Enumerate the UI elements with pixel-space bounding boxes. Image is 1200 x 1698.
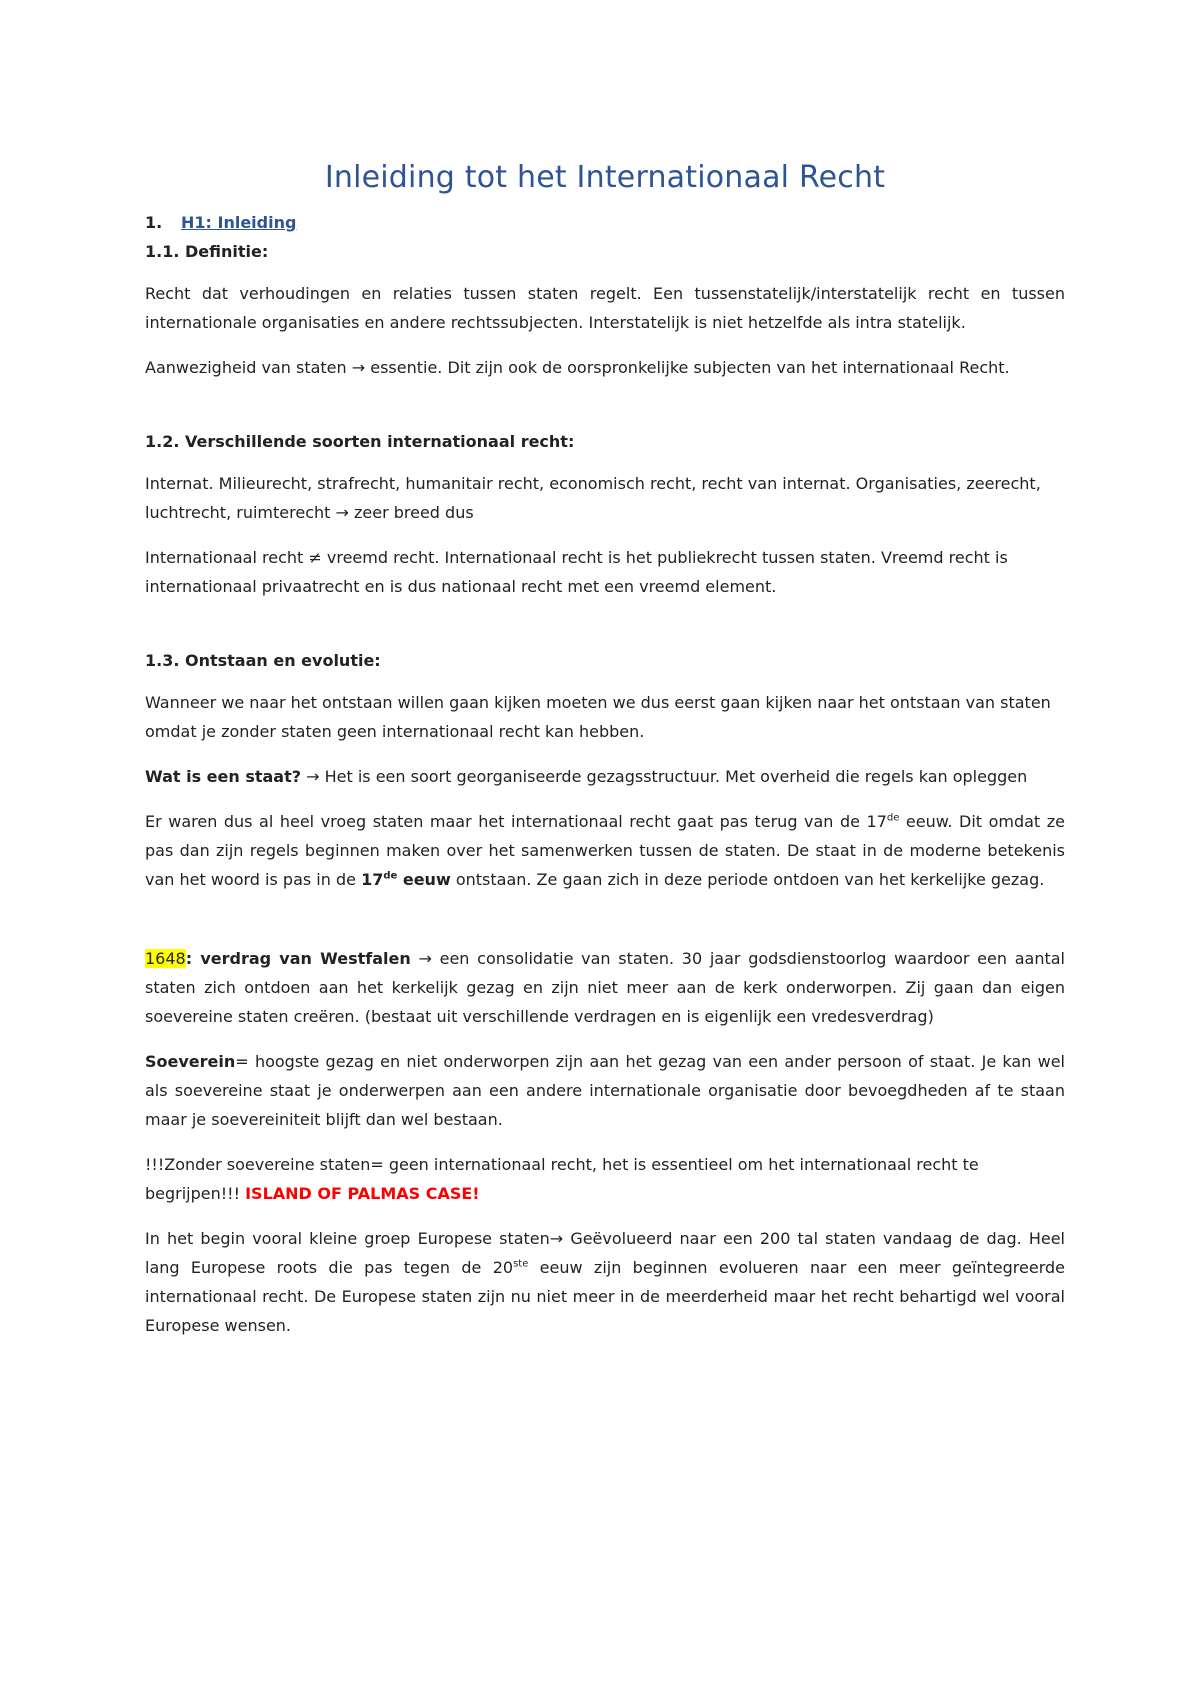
- text-run: !!!Zonder soevereine staten= geen internationaal recht, het is essentieel om het internationaal recht te begrijpen!!!: [145, 1155, 979, 1203]
- answer-text: → Het is een soort georganiseerde gezagsstructuur. Met overheid die regels kan opleggen: [301, 767, 1028, 786]
- bold-number: 17: [361, 870, 384, 889]
- paragraph-17de-eeuw: [145, 807, 1065, 894]
- chapter-heading: [145, 213, 1065, 232]
- text-run: eeuw zijn beginnen evolueren naar een meer geïntegreerde internationaal recht. De Europese staten zijn nu niet meer in de meerderheid maar het recht behartigd wel vooral Europese wensen.: [145, 1258, 1066, 1335]
- paragraph-palmas: [145, 1150, 1065, 1208]
- section-heading-definitie: 1.1. Definitie:: [145, 242, 269, 261]
- paragraph-westfalen: [145, 944, 1065, 1031]
- superscript: de: [383, 870, 398, 882]
- superscript: de: [886, 812, 900, 824]
- chapter-link[interactable]: H1: Inleiding: [181, 213, 297, 232]
- paragraph-definitie-1: Recht dat verhoudingen en relaties tussen staten regelt. Een tussenstatelijk/interstatelijk recht en tussen internationale organisaties en andere rechtssubjecten. Interstatelijk is niet hetzelfde als intra statelijk.: [145, 284, 1065, 332]
- text-run: → een consolidatie van staten. 30 jaar godsdienstoorlog waardoor een aantal staten zich ontdoen aan het kerkelijk gezag en zijn niet meer aan de kerk onderworpen. Zij gaan dan eigen soevereine staten creëren. (bestaat uit verschillende verdragen en is eigenlijk een vredesverdrag): [145, 949, 1066, 1026]
- spacer: [145, 910, 1065, 944]
- section-heading-ontstaan: 1.3. Ontstaan en evolutie:: [145, 651, 381, 670]
- paragraph-soeverein: [145, 1047, 1065, 1134]
- bold-term: Soeverein: [145, 1052, 236, 1071]
- document-body: [145, 160, 1065, 1356]
- red-emphasis: ISLAND OF PALMAS CASE!: [245, 1184, 480, 1203]
- spacer: [145, 398, 1065, 432]
- bold-run: [361, 870, 451, 889]
- text-run: eeuw. Dit omdat ze pas dan zijn regels beginnen maken over het samenwerken tussen de staten. De staat in de moderne betekenis van het woord is pas in de: [145, 812, 1065, 889]
- superscript: ste: [513, 1258, 529, 1270]
- paragraph-soorten-1: Internat. Milieurecht, strafrecht, humanitair recht, economisch recht, recht van internat. Organisaties, zeerecht, luchtrecht, ruimterecht → zeer breed dus: [145, 474, 1041, 522]
- text-run: Er waren dus al heel vroeg staten maar het internationaal recht gaat pas terug van de 17: [145, 812, 887, 831]
- paragraph-soorten-2: Internationaal recht ≠ vreemd recht. Internationaal recht is het publiekrecht tussen staten. Vreemd recht is internationaal privaatrecht en is dus nationaal recht met een vreemd element.: [145, 548, 1008, 596]
- section-heading-soorten: 1.2. Verschillende soorten internationaal recht:: [145, 432, 575, 451]
- chapter-number: 1.: [145, 213, 163, 232]
- paragraph-europese-staten: [145, 1224, 1065, 1340]
- paragraph-definitie-2: Aanwezigheid van staten → essentie. Dit zijn ook de oorspronkelijke subjecten van het internationaal Recht.: [145, 358, 1010, 377]
- document-title: Inleiding tot het Internationaal Recht: [324, 160, 886, 195]
- paragraph-ontstaan-1: Wanneer we naar het ontstaan willen gaan kijken moeten we dus eerst gaan kijken naar het ontstaan van staten omdat je zonder staten geen internationaal recht kan hebben.: [145, 693, 1051, 741]
- text-run: In het begin vooral kleine groep Europese staten→ Geëvolueerd naar een 200 tal staten vandaag de dag. Heel lang Europese roots die pas tegen de 20: [145, 1229, 1065, 1277]
- highlighted-year: 1648: [145, 949, 186, 968]
- bold-text: eeuw: [397, 870, 451, 889]
- question-bold: Wat is een staat?: [145, 767, 302, 786]
- text-run: = hoogste gezag en niet onderworpen zijn aan het gezag van een ander persoon of staat. Je kan wel als soevereine staat je onderwerpen aan een andere internationale organisatie door bevoegdheden af te staan maar je soevereiniteit blijft dan wel bestaan.: [145, 1052, 1065, 1129]
- paragraph-wat-is-staat: [145, 762, 1065, 791]
- bold-run: : verdrag van Westfalen: [185, 949, 411, 968]
- spacer: [145, 617, 1065, 651]
- text-run: ontstaan. Ze gaan zich in deze periode ontdoen van het kerkelijke gezag.: [450, 870, 1045, 889]
